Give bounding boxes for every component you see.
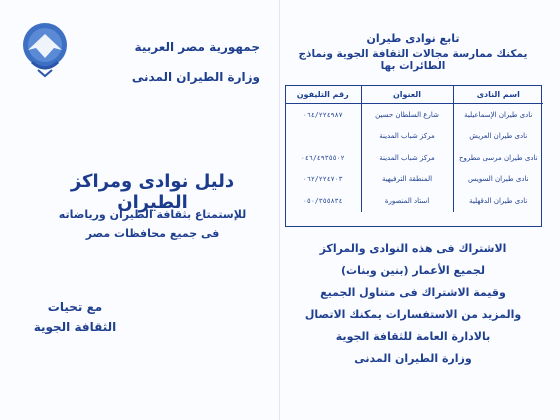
club-address: مركز شباب المدينة [361, 147, 453, 169]
club-address: المنطقة الترفيهية [361, 169, 453, 191]
info-line: وزارة الطيران المدنى [354, 352, 472, 365]
info-line: وقيمة الاشتراك فى متناول الجميع [320, 286, 506, 299]
fold-line [279, 0, 280, 420]
republic-name: جمهورية مصر العربية [134, 40, 260, 54]
info-line: بالادارة العامة للثقافة الجوية [335, 330, 491, 343]
guide-title: دليل نوادى ومراكز الطيران [70, 171, 235, 213]
club-name: نادى طيران الإسماعيلية [453, 104, 543, 126]
right-heading-1: تابع نوادى طيران [366, 32, 460, 45]
col-header-name: اسم النادى [453, 85, 543, 104]
col-header-address: العنوان [361, 85, 453, 104]
club-name: نادى طيران الدقهلية [453, 190, 543, 212]
info-line: والمزيد من الاستفسارات يمكنك الاتصال [304, 308, 522, 321]
wishes-line-1: مع تحيات [47, 300, 103, 314]
club-address: استاد المنصورة [361, 190, 453, 212]
club-name: نادى طيران العريش [453, 126, 543, 148]
table-row [285, 147, 543, 169]
clubs-table [285, 85, 543, 212]
club-name: نادى طيران مرسى مطروح [453, 147, 543, 169]
table-row [285, 104, 543, 126]
club-phone: ٠٦٤/٢٢٤٩٨٧ [302, 110, 343, 119]
club-name: نادى طيران السويس [453, 169, 543, 191]
ministry-emblem-icon [20, 20, 70, 78]
club-phone: ٠٦٢/٢٢٤٧٠٣ [302, 175, 343, 184]
right-heading-2: يمكنك ممارسة مجالات الثقافة الجوية ونماذج الطائرات بها [298, 48, 528, 72]
table-header-row [285, 85, 543, 104]
col-header-phone: رقم التليفون [285, 85, 361, 104]
guide-subtitle-2: فى جميع محافظات مصر [85, 227, 220, 240]
table-row [285, 190, 543, 212]
info-line: لجميع الأعمار (بنين وبنات) [341, 264, 485, 277]
info-line: الاشتراك فى هذه النوادى والمراكز [319, 242, 507, 255]
club-phone [285, 126, 361, 148]
table-row [285, 126, 543, 148]
club-phone: ٠٥٠/٣٥٥٨٣٤ [302, 196, 343, 205]
club-address: مركز شباب المدينة [361, 126, 453, 148]
wishes-line-2: الثقافة الجوية [33, 320, 117, 334]
ministry-name: وزارة الطيران المدنى [131, 70, 260, 84]
table-row [285, 169, 543, 191]
club-phone: ٠٤٦/٤٩٣٥٥٠٢ [300, 153, 345, 162]
guide-subtitle-1: للإستمتاع بثقافة الطيران ورياضاته [58, 208, 247, 221]
club-address: شارع السلطان حسين [361, 104, 453, 126]
